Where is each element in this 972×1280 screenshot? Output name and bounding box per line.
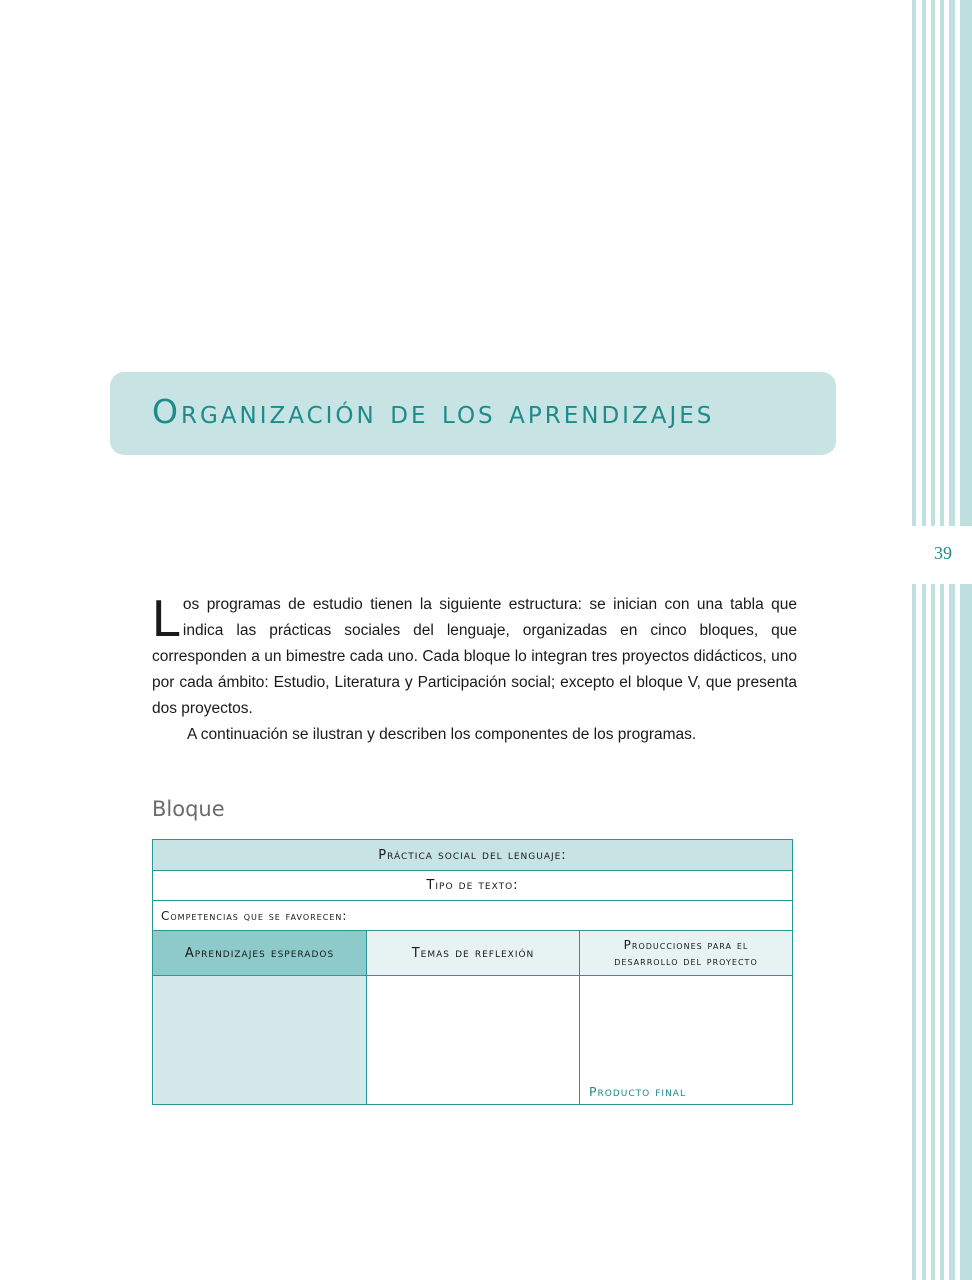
page-number: 39 [934,543,952,563]
paragraph-1 [152,592,797,722]
practica-social-label: Práctica social del lenguaje: [378,847,567,863]
edge-stripe [922,0,926,1280]
col-header-producciones-label: Producciones para el desarrollo del proyecto [614,938,758,968]
competencias-label: Competencias que se favorecen: [161,908,348,923]
col-header-temas [366,931,579,975]
section-title-band [110,372,836,455]
col-header-aprendizajes-label: Aprendizajes esperados [184,945,335,961]
edge-stripe [960,0,972,1280]
body-text [152,592,797,748]
bloque-heading: Bloque [152,797,225,821]
aprendizajes-cell [153,976,366,1104]
drop-cap: L [152,590,181,648]
paragraph-2: A continuación se ilustran y describen los componentes de los programas. [187,726,697,743]
col-header-producciones [579,931,792,975]
program-structure-table [152,839,793,1105]
temas-cell [366,976,579,1104]
edge-stripe [912,0,916,1280]
section-title: Organización de los aprendizajes [152,392,715,431]
edge-stripe [931,0,935,1280]
edge-stripe [940,0,944,1280]
column-header-row [153,931,792,976]
producciones-cell [579,976,792,1104]
practica-social-row [153,840,792,871]
tipo-texto-label: Tipo de texto: [426,878,519,893]
competencias-row [153,901,792,931]
col-header-aprendizajes [153,931,366,975]
content-row [153,976,792,1104]
decorative-edge-stripes [912,0,972,1280]
edge-stripe [949,0,955,1280]
col-header-temas-label: Temas de reflexión [411,945,535,961]
producto-final-label: Producto final [589,1084,686,1099]
paragraph-1-text: os programas de estudio tienen la siguiente estructura: se inician con una tabla que indica las prácticas sociales del lenguaje, organizadas en cinco bloques, que corresponden a un bimestre cada uno. Cada bloque lo integran tres proyectos didácticos, uno por cada ámbito: Estudio, Literatura y Participación social; excepto el bloque V, que presenta dos proyectos. [152,596,797,717]
tipo-texto-row [153,871,792,901]
